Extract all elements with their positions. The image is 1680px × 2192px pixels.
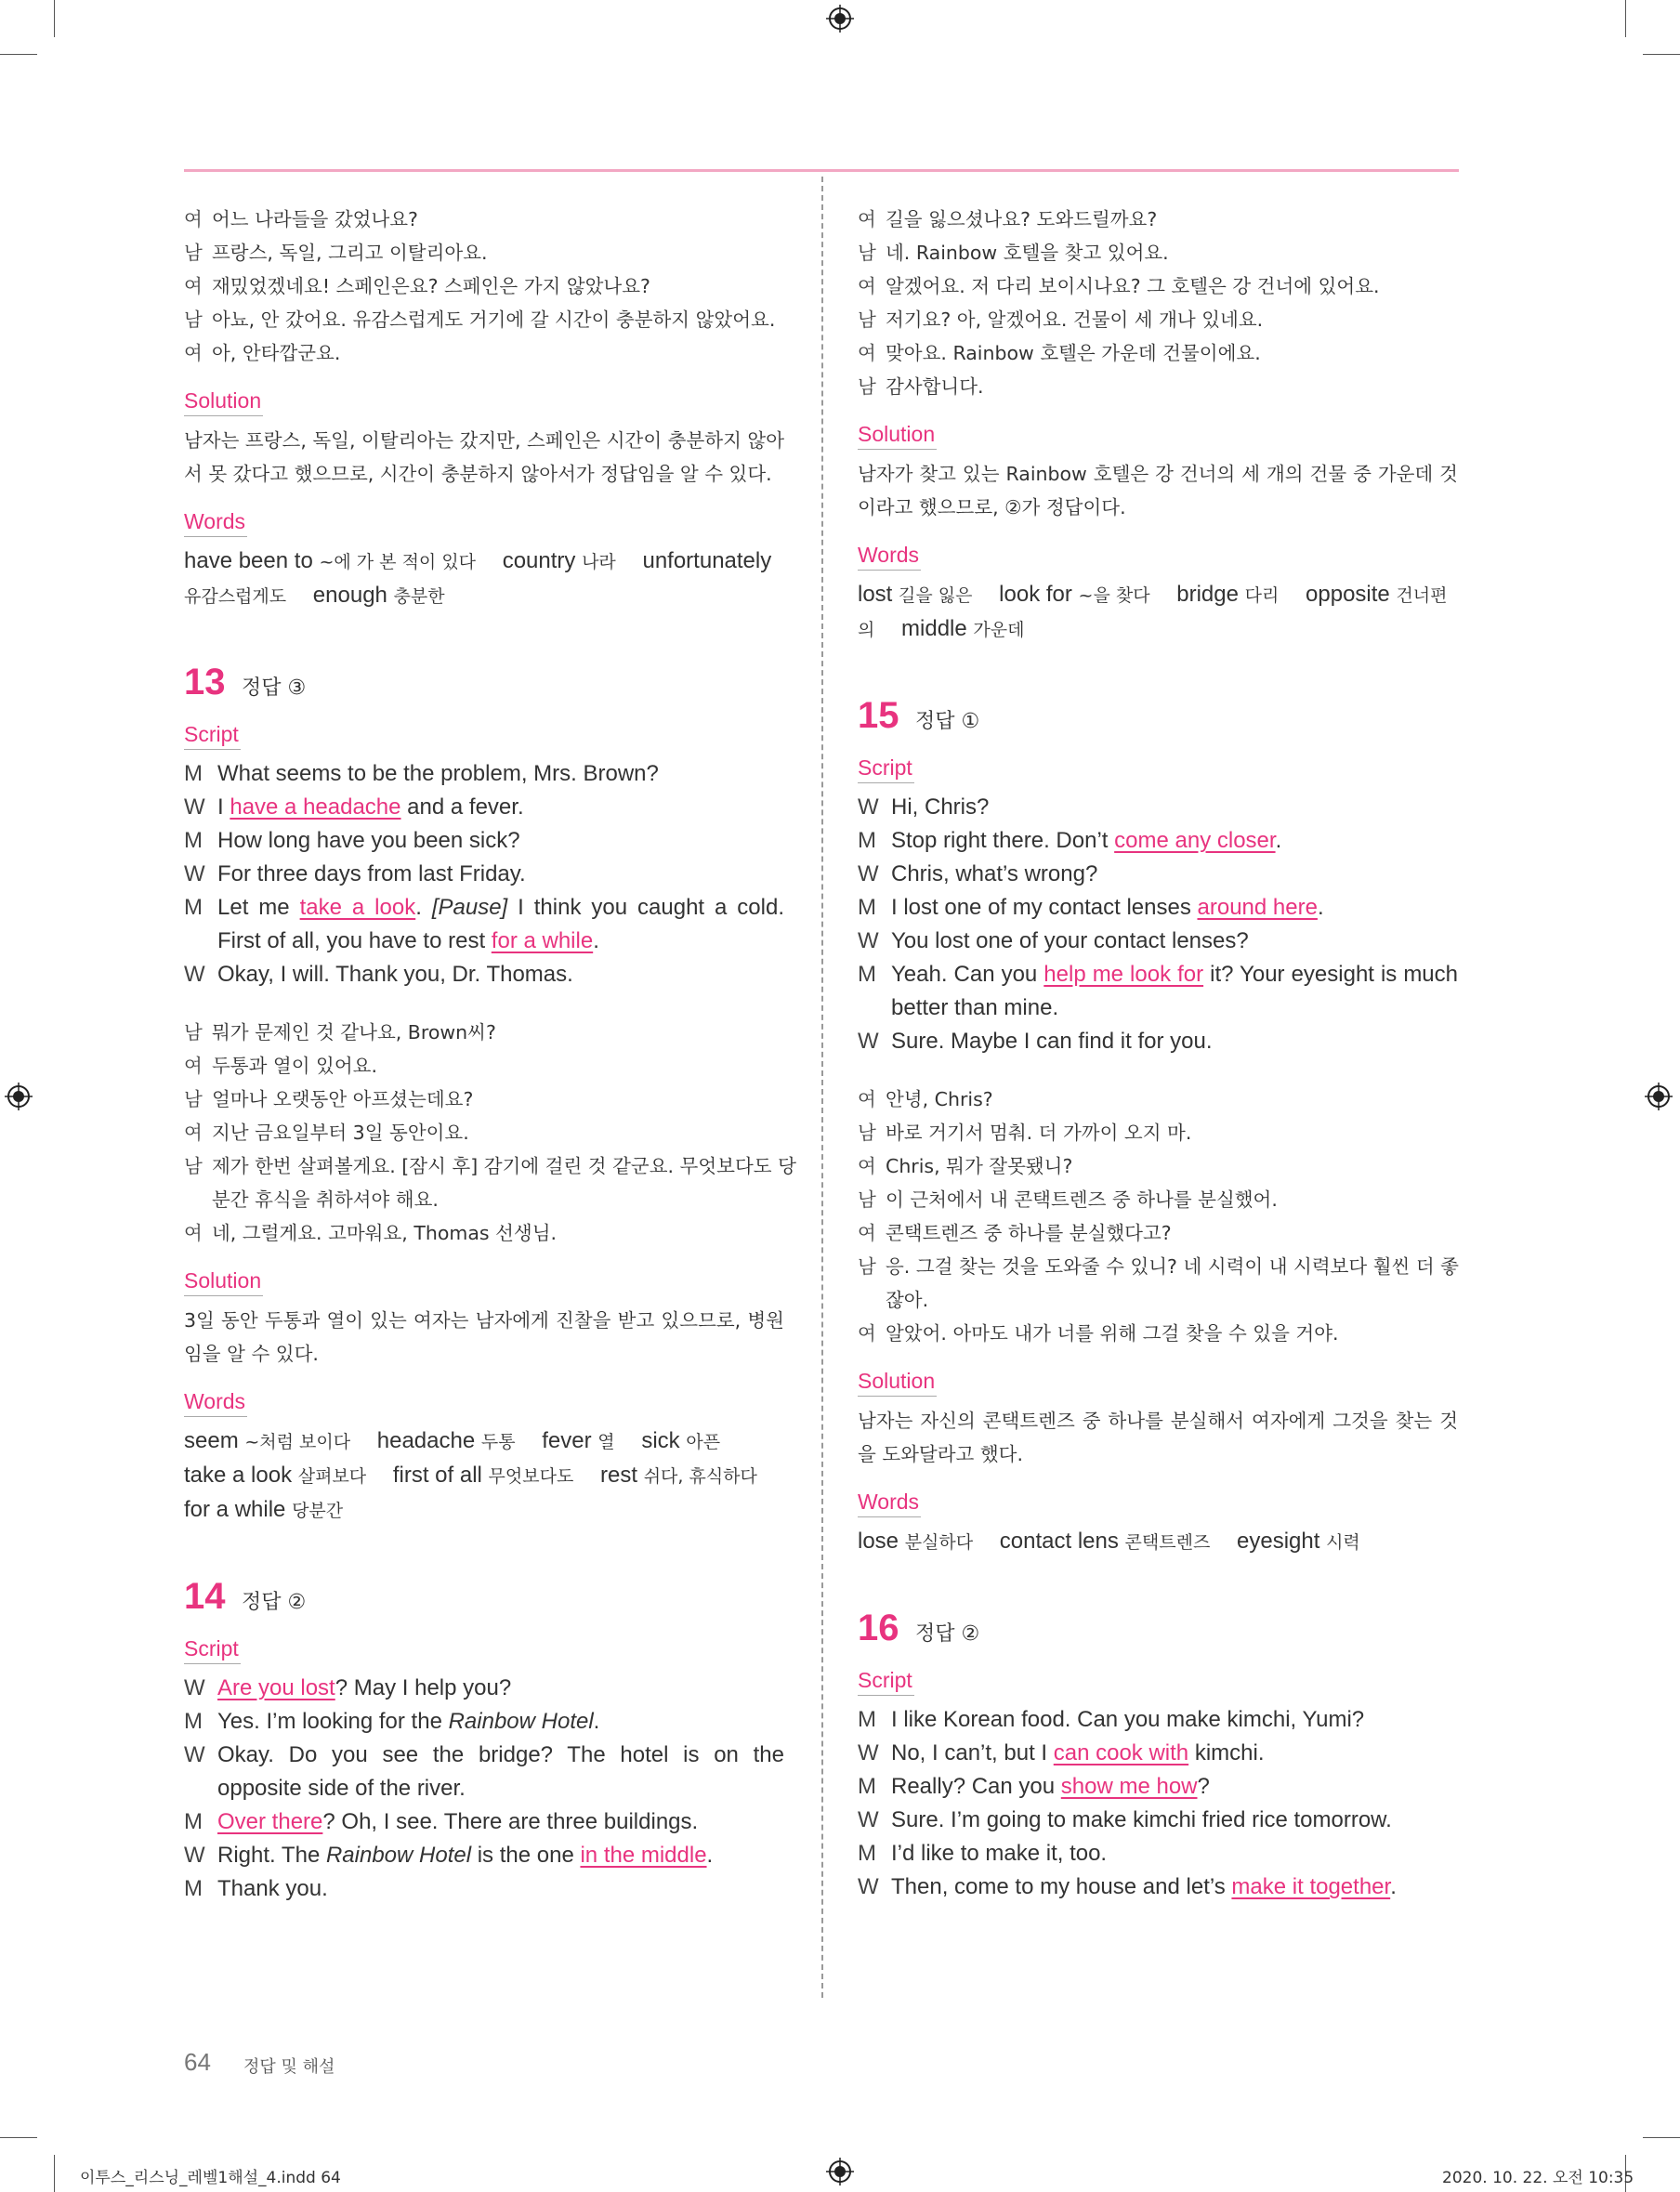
word-ko: ~에 가 본 적이 있다 — [319, 552, 477, 572]
dialog-line: 여 두통과 열이 있어요. — [184, 1055, 377, 1077]
dialog-line: 여 안녕, Chris? — [858, 1088, 993, 1110]
print-slug-date: 2020. 10. 22. 오전 10:35 — [1442, 2169, 1634, 2187]
word-ko: 유감스럽게도 — [184, 586, 287, 607]
script-line: M How long have you been sick? — [184, 828, 520, 853]
solution-label: Solution — [184, 1267, 263, 1296]
registration-mark-icon — [826, 2158, 854, 2185]
word-en: enough — [312, 583, 387, 608]
script-line: W Sure. Maybe I can find it for you. — [858, 1029, 1213, 1054]
dialog-line: 남 이 근처에서 내 콘택트렌즈 중 하나를 분실했어. — [858, 1188, 1278, 1211]
dialog-line: 여 길을 잃으셨나요? 도와드릴까요? — [858, 208, 1158, 230]
solution-text: 남자는 프랑스, 독일, 이탈리아는 갔지만, 스페인은 시간이 충분하지 않아서 못 갔다고 했으므로, 시간이 충분하지 않아서가 정답임을 알 수 있다. — [184, 429, 784, 485]
script-line: M I’d like to make it, too. — [858, 1841, 1108, 1866]
script-line: W Are you lost? May I help you? — [184, 1675, 512, 1700]
dialog-line: 여 Chris, 뭐가 잘못됐니? — [858, 1155, 1073, 1177]
highlight-phrase: make it together — [1231, 1874, 1391, 1899]
highlight-phrase: around here — [1197, 895, 1318, 920]
answer-key: 정답 ② — [915, 1622, 980, 1646]
highlight-phrase: have a headache — [230, 794, 401, 820]
question-number: 16 — [858, 1608, 899, 1648]
highlight-phrase: help me look for — [1043, 962, 1204, 987]
script-line: M Yeah. Can you help me look for it? Your eyesight is much better than mine. — [858, 962, 1459, 1020]
dialog-line: 남 제가 한번 살펴볼게요. [잠시 후] 감기에 걸린 것 같군요. 무엇보다도 당 — [184, 1155, 796, 1177]
words-label: Words — [184, 1387, 247, 1417]
script-label: Script — [858, 754, 914, 783]
solution-text: 남자가 찾고 있는 Rainbow 호텔은 강 건너의 세 개의 건물 중 가운데 것이라고 했으므로, ②가 정답이다. — [858, 463, 1458, 518]
script-line: W For three days from last Friday. — [184, 861, 526, 886]
script-line: M Let me take a look. [Pause] I think you caught a cold. First of all, you have to rest for a while. — [184, 895, 785, 953]
highlight-phrase: show me how — [1060, 1774, 1198, 1799]
q15-korean-translation — [858, 1083, 1458, 1350]
words-label: Words — [184, 507, 247, 537]
script-line: M I lost one of my contact lenses around here. — [858, 895, 1324, 920]
q13-korean-translation — [184, 1016, 796, 1250]
words-list: lost 길을 잃은 look for ~을 찾다 bridge 다리 opposite 건너편의 middle 가운데 — [858, 582, 1448, 641]
dialog-line: 남 네. Rainbow 호텔을 찾고 있어요. — [858, 242, 1169, 264]
dialog-line: 여 콘택트렌즈 중 하나를 분실했다고? — [858, 1222, 1172, 1244]
solution-text: 남자는 자신의 콘택트렌즈 중 하나를 분실해서 여자에게 그것을 찾는 것을 도와달라고 했다. — [858, 1410, 1458, 1465]
registration-mark-icon — [826, 5, 854, 33]
highlight-phrase: take a look — [299, 895, 416, 920]
script-line: M Really? Can you show me how? — [858, 1774, 1210, 1799]
dialog-line: 여 알겠어요. 저 다리 보이시나요? 그 호텔은 강 건너에 있어요. — [858, 275, 1380, 297]
dialog-line: 여 네, 그럴게요. 고마워요, Thomas 선생님. — [184, 1222, 558, 1244]
dialog-line: 잖아. — [886, 1289, 929, 1311]
crop-mark — [1625, 0, 1626, 37]
question-number: 13 — [184, 662, 226, 702]
question-number: 15 — [858, 695, 899, 736]
highlight-phrase: in the middle — [580, 1843, 707, 1868]
dialog-line: 여 아, 안타깝군요. — [184, 342, 341, 364]
dialog-line: 남 얼마나 오랫동안 아프셨는데요? — [184, 1088, 474, 1110]
q12-korean-dialog — [184, 203, 784, 370]
left-column — [184, 203, 796, 1906]
dialog-line: 남 아뇨, 안 갔어요. 유감스럽게도 거기에 갈 시간이 충분하지 않았어요. — [184, 308, 776, 331]
question-16-header — [858, 1608, 1458, 1649]
script-line: W You lost one of your contact lenses? — [858, 928, 1249, 953]
section-title: 정답 및 해설 — [243, 2057, 335, 2077]
solution-label: Solution — [858, 420, 937, 450]
header-rule — [184, 169, 1459, 172]
dialog-line: 여 재밌었겠네요! 스페인은요? 스페인은 가지 않았나요? — [184, 275, 650, 297]
highlight-phrase: Are you lost — [217, 1675, 335, 1700]
q14-script — [184, 1672, 784, 1906]
answer-key: 정답 ② — [242, 1591, 307, 1614]
script-line: W I have a headache and a fever. — [184, 794, 524, 820]
word-en: unfortunately — [642, 548, 772, 573]
question-14-header — [184, 1576, 784, 1618]
script-line: W Okay. Do you see the bridge? The hotel is on the opposite side of the river. — [184, 1742, 784, 1801]
dialog-line: 분간 휴식을 취하셔야 해요. — [212, 1188, 439, 1211]
script-line: W Okay, I will. Thank you, Dr. Thomas. — [184, 962, 573, 987]
solution-label: Solution — [184, 387, 263, 416]
word-en: country — [502, 548, 576, 573]
registration-mark-icon — [5, 1083, 33, 1110]
answer-key: 정답 ① — [915, 710, 980, 733]
script-line: W No, I can’t, but I can cook with kimchi. — [858, 1740, 1265, 1765]
q13-script — [184, 757, 784, 991]
words-list: seem ~처럼 보이다 headache 두통 fever 열 sick 아픈 take a look 살펴보다 first of all 무엇보다도 rest 쉬다, 휴식하다 for a while 당분간 — [184, 1428, 757, 1522]
words-list: lose 분실하다 contact lens 콘택트렌즈 eyesight 시력 — [858, 1529, 1360, 1554]
dialog-line: 여 맞아요. Rainbow 호텔은 가운데 건물이에요. — [858, 342, 1261, 364]
script-line: W Hi, Chris? — [858, 794, 990, 820]
page-number: 64 — [184, 2048, 211, 2076]
print-slug-file: 이투스_리스닝_레벨1해설_4.indd 64 — [80, 2169, 341, 2187]
dialog-line: 여 지난 금요일부터 3일 동안이요. — [184, 1122, 469, 1144]
highlight-phrase: for a while — [491, 928, 594, 953]
dialog-line: 남 저기요? 아, 알겠어요. 건물이 세 개나 있네요. — [858, 308, 1264, 331]
q14-korean-translation — [858, 203, 1458, 403]
words-label: Words — [858, 541, 921, 571]
column-divider — [821, 177, 823, 1998]
script-line: W Right. The Rainbow Hotel is the one in the middle. — [184, 1843, 714, 1868]
highlight-phrase: come any closer — [1114, 828, 1276, 853]
script-line: M I like Korean food. Can you make kimchi, Yumi? — [858, 1707, 1365, 1732]
crop-mark — [0, 2137, 37, 2138]
right-column — [858, 203, 1458, 1904]
word-ko: 나라 — [582, 552, 616, 572]
crop-mark — [0, 54, 37, 55]
words-label: Words — [858, 1488, 921, 1517]
words-list — [184, 545, 784, 613]
solution-label: Solution — [858, 1367, 937, 1397]
highlight-phrase: can cook with — [1053, 1740, 1189, 1765]
dialog-line: 남 감사합니다. — [858, 375, 984, 398]
dialog-line: 남 뭐가 문제인 것 같나요, Brown씨? — [184, 1021, 496, 1043]
question-number: 14 — [184, 1576, 226, 1617]
crop-mark — [1643, 2137, 1680, 2138]
question-13-header — [184, 662, 784, 703]
q15-script — [858, 791, 1458, 1058]
script-line: W Then, come to my house and let’s make it together. — [858, 1874, 1397, 1899]
solution-text: 3일 동안 두통과 열이 있는 여자는 남자에게 진찰을 받고 있으므로, 병원임을 알 수 있다. — [184, 1309, 784, 1365]
word-ko: 충분한 — [393, 586, 445, 607]
dialog-line: 남 바로 거기서 멈춰. 더 가까이 오지 마. — [858, 1122, 1192, 1144]
crop-mark — [54, 2155, 55, 2192]
crop-mark — [1643, 54, 1680, 55]
word-en: have been to — [184, 548, 313, 573]
script-line: M Stop right there. Don’t come any closer. — [858, 828, 1282, 853]
script-label: Script — [858, 1666, 914, 1696]
script-line: W Chris, what’s wrong? — [858, 861, 1098, 886]
question-15-header — [858, 695, 1458, 737]
script-line: M Yes. I’m looking for the Rainbow Hotel. — [184, 1709, 600, 1734]
script-line: W Sure. I’m going to make kimchi fried rice tomorrow. — [858, 1807, 1392, 1832]
q16-script — [858, 1703, 1458, 1904]
script-line: M Thank you. — [184, 1876, 328, 1901]
script-label: Script — [184, 720, 241, 750]
script-line: M Over there? Oh, I see. There are three buildings. — [184, 1809, 699, 1834]
script-label: Script — [184, 1634, 241, 1664]
script-line: M What seems to be the problem, Mrs. Brown? — [184, 761, 659, 786]
registration-mark-icon — [1645, 1083, 1673, 1110]
dialog-line: 남 응. 그걸 찾는 것을 도와줄 수 있니? 네 시력이 내 시력보다 훨씬 더 좋 — [858, 1255, 1459, 1278]
dialog-line: 여 알았어. 아마도 내가 너를 위해 그걸 찾을 수 있을 거야. — [858, 1322, 1339, 1345]
answer-key: 정답 ③ — [242, 676, 307, 700]
crop-mark — [54, 0, 55, 37]
dialog-line: 남 프랑스, 독일, 그리고 이탈리아요. — [184, 242, 488, 264]
dialog-line: 여 어느 나라들을 갔었나요? — [184, 208, 418, 230]
highlight-phrase: Over there — [217, 1809, 323, 1834]
